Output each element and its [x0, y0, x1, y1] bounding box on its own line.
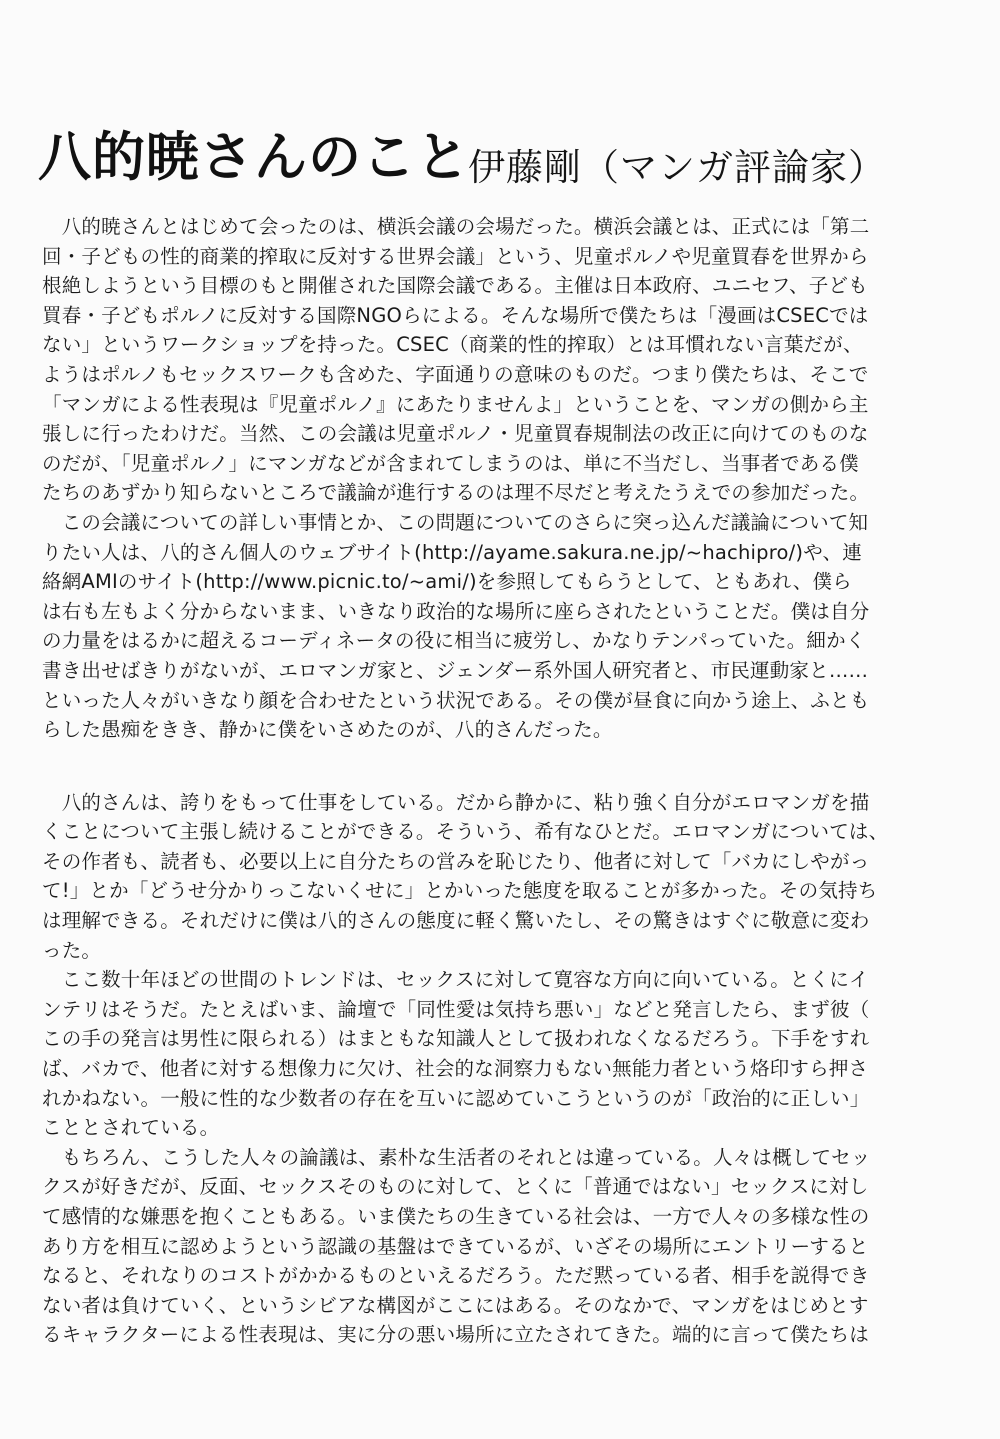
text-line: その作者も、読者も、必要以上に自分たちの営みを恥じたり、他者に対して「バカにしやがっ — [42, 849, 870, 873]
text-line: 八的さんは、誇りをもって仕事をしている。だから静かに、粘り強く自分がエロマンガを描 — [42, 790, 870, 814]
article-author: 伊藤剛（マンガ評論家） — [468, 146, 886, 189]
text-line: クスが好きだが、反面、セックスそのものに対して、とくに「普通ではない」セックスに対し — [42, 1175, 869, 1199]
text-line: 回・子どもの性的商業的搾取に反対する世界会議」という、児童ポルノや児童買春を世界から — [42, 244, 869, 268]
text-line: らした愚痴をきき、静かに僕をいさめたのが、八的さんだった。 — [42, 718, 613, 742]
text-line: ンテリはそうだ。たとえばいま、論壇で「同性愛は気持ち悪い」などと発言したら、まず彼（ — [42, 997, 870, 1021]
text-line: 張しに行ったわけだ。当然、この会議は児童ポルノ・児童買春規制法の改正に向けてのものな — [42, 422, 869, 446]
text-line: れかねない。一般に性的な少数者の存在を互いに認めていこうというのが「政治的に正しい」 — [42, 1086, 870, 1110]
text-line: あり方を相互に認めようという認識の基盤はできているが、いざその場所にエントリーすると — [42, 1234, 869, 1258]
text-line: 八的暁さんとはじめて会ったのは、横浜会議の会場だった。横浜会議とは、正式には「第二 — [42, 215, 870, 238]
text-line: 絡網AMIのサイト(http://www.picnic.to/~ami/)を参照してもらうとして、ともあれ、僕ら — [42, 570, 852, 594]
text-line: ば、バカで、他者に対する想像力に欠け、社会的な洞察力もない無能力者という烙印すら押さ — [42, 1057, 869, 1081]
text-line: った。 — [42, 938, 102, 962]
text-line: 買春・子どもポルノに反対する国際NGOらによる。そんな場所で僕たちは「漫画はCSECでは — [42, 303, 869, 327]
text-line: て!」とか「どうせ分かりっこないくせに」とかいった態度を取ることが多かった。その気持ち — [42, 879, 878, 903]
text-line: ここ数十年ほどの世間のトレンドは、セックスに対して寛容な方向に向いている。とくにイ — [42, 968, 869, 992]
text-line: のだが、「児童ポルノ」にマンガなどが含まれてしまうのは、単に不当だし、当事者である僕 — [42, 451, 859, 475]
article-header — [38, 118, 938, 198]
text-line: ない者は負けていく、というシビアな構図がここにはある。そのなかで、マンガをはじめとす — [42, 1293, 869, 1317]
text-line: 根絶しようという目標のもと開催された国際会議である。主催は日本政府、ユニセフ、子ども — [42, 274, 868, 298]
text-line: て感情的な嫌悪を抱くこともある。いま僕たちの生きている社会は、一方で人々の多様な性の — [42, 1205, 870, 1228]
text-line: るキャラクターによる性表現は、実に分の悪い場所に立たされてきた。端的に言って僕たちは — [42, 1323, 870, 1347]
text-line: 書き出せばきりがないが、エロマンガ家と、ジェンダー系外国人研究者と、市民運動家と…… — [42, 658, 869, 682]
text-line: この会議についての詳しい事情とか、この問題についてのさらに突っ込んだ議論について知 — [42, 510, 869, 534]
text-line: の力量をはるかに超えるコーディネータの役に相当に疲労し、かなりテンパっていた。細かく — [42, 629, 866, 653]
text-line: は理解できる。それだけに僕は八的さんの態度に軽く驚いたし、その驚きはすぐに敬意に変わ — [42, 909, 870, 933]
paragraph-gap — [42, 745, 942, 788]
text-line: りたい人は、八的さん個人のウェブサイト(http://ayame.sakura.ne.jp/~hachipro/)や、連 — [42, 540, 862, 564]
text-line: ようはポルノもセックスワークも含めた、字面通りの意味のものだ。つまり僕たちは、そこで — [42, 362, 869, 386]
text-line: もちろん、こうした人々の論議は、素朴な生活者のそれとは違っている。人々は概してセッ — [42, 1145, 871, 1169]
article-body — [42, 212, 942, 1350]
text-line: ない」というワークショップを持った。CSEC（商業的性的搾取）とは耳慣れない言葉だが、 — [42, 333, 863, 357]
text-line: 「マンガによる性表現は『児童ポルノ』にあたりませんよ」ということを、マンガの側から主 — [42, 392, 869, 416]
text-line: こととされている。 — [42, 1116, 220, 1140]
text-line: といった人々がいきなり顔を合わせたという状況である。その僕が昼食に向かう途上、ふとも — [42, 688, 870, 712]
text-line: この手の発言は男性に限られる）はまともな知識人として扱われなくなるだろう。下手をすれ — [42, 1027, 870, 1051]
text-line: くことについて主張し続けることができる。そういう、希有なひとだ。エロマンガについては、 — [42, 820, 889, 844]
article-title: 八的暁さんのこと — [38, 127, 470, 188]
text-line: たちのあずかり知らないところで議論が進行するのは理不尽だと考えたうえでの参加だった。 — [42, 481, 870, 505]
text-line: は右も左もよく分からないまま、いきなり政治的な場所に座らされたということだ。僕は自分 — [42, 599, 870, 623]
text-line: なると、それなりのコストがかかるものといえるだろう。ただ黙っている者、相手を説得でき — [42, 1264, 870, 1288]
